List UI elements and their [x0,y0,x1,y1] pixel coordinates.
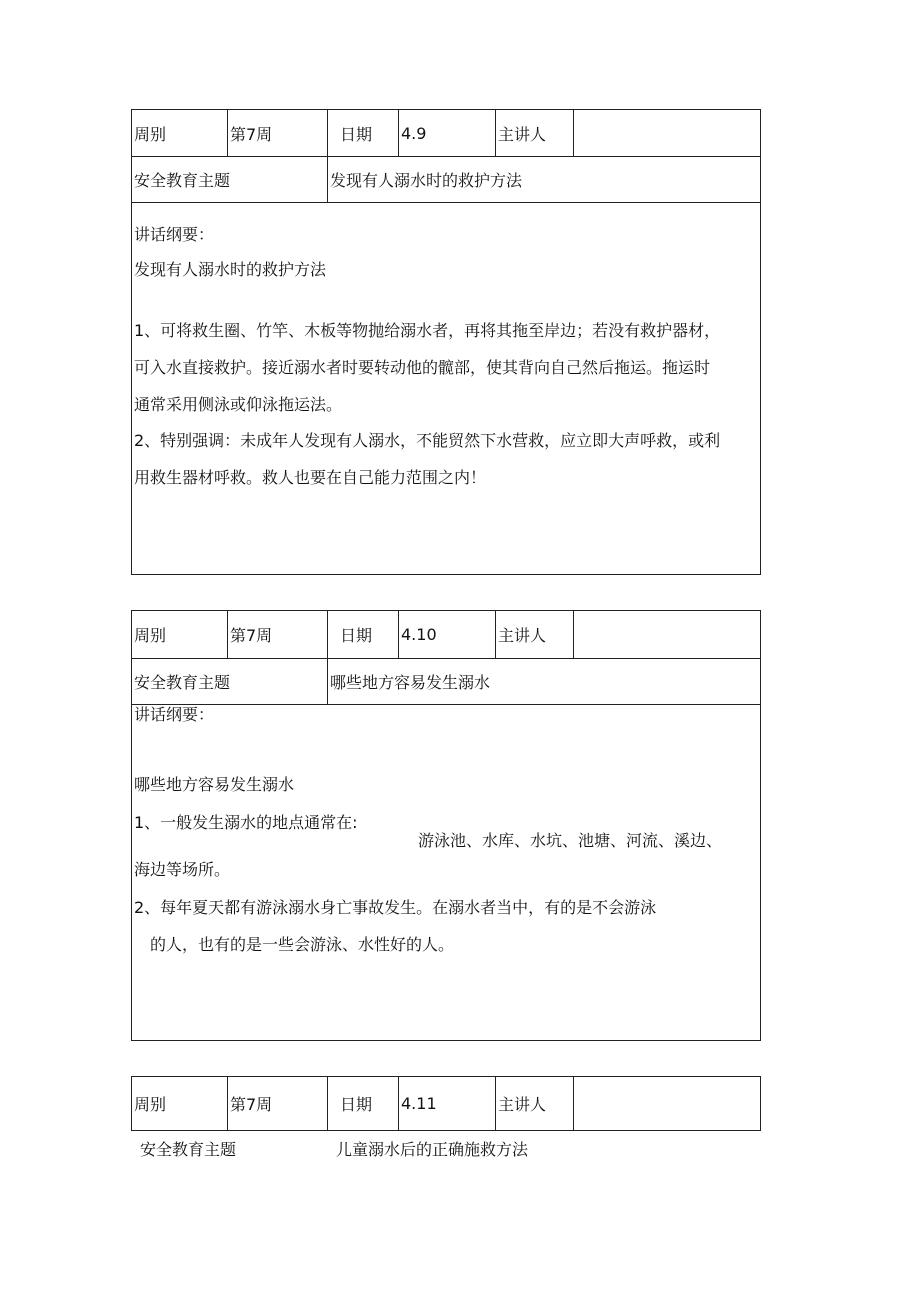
speaker-value [574,110,760,156]
speaker-value [574,611,760,658]
theme-row [132,157,760,203]
outline-line: 2、特别强调：未成年人发现有人溺水，不能贸然下水营救，应立即大声呼救，或利 [134,431,721,450]
outline-label: 讲话纲要： [134,225,215,244]
theme-value: 哪些地方容易发生溺水 [330,673,491,692]
week-label: 周别 [132,110,228,156]
theme-value: 儿童溺水后的正确施救方法 [336,1140,529,1159]
lesson-table-2 [131,610,761,1041]
lesson-table-1 [131,109,761,575]
speaker-value [574,1077,760,1130]
outline-line: 发现有人溺水时的救护方法 [134,260,327,279]
outline-line: 哪些地方容易发生溺水 [134,775,295,794]
week-value: 第7周 [228,611,328,658]
date-label: 日期 [328,611,399,658]
week-label: 周别 [132,611,228,658]
theme-row [132,659,760,705]
date-value: 4.10 [399,611,496,658]
outline-line: 通常采用侧泳或仰泳拖运法。 [134,395,343,414]
week-value: 第7周 [228,1077,328,1130]
theme-label: 安全教育主题 [132,659,328,704]
date-label: 日期 [328,1077,399,1130]
speaker-label: 主讲人 [496,1077,574,1130]
week-label: 周别 [132,1077,228,1130]
outline-line: 游泳池、水库、水坑、池塘、河流、溪边、 [418,831,723,850]
outline-line: 1、可将救生圈、竹竿、木板等物抛给溺水者，再将其拖至岸边；若没有救护器材， [134,321,721,340]
header-row [132,611,760,659]
outline-label: 讲话纲要： [134,705,215,724]
theme-label: 安全教育主题 [132,157,328,202]
header-row [132,110,760,157]
theme-label: 安全教育主题 [140,1140,237,1159]
outline-line: 1、一般发生溺水的地点通常在: [134,813,358,832]
date-value: 4.9 [399,110,496,156]
speaker-label: 主讲人 [496,110,574,156]
speaker-label: 主讲人 [496,611,574,658]
header-row [132,1077,760,1131]
outline-cell [132,203,760,575]
outline-line: 的人，也有的是一些会游泳、水性好的人。 [150,935,455,954]
date-value: 4.11 [399,1077,496,1130]
outline-line: 2、每年夏天都有游泳溺水身亡事故发生。在溺水者当中，有的是不会游泳 [134,898,657,917]
week-value: 第7周 [228,110,328,156]
date-label: 日期 [328,110,399,156]
outline-cell [132,705,760,1041]
theme-value: 发现有人溺水时的救护方法 [330,171,523,190]
outline-line: 海边等场所。 [134,860,231,879]
lesson-table-3 [131,1076,761,1131]
outline-line: 用救生器材呼救。救人也要在自己能力范围之内！ [134,468,487,487]
outline-line: 可入水直接救护。接近溺水者时要转动他的髋部，使其背向自己然后拖运。拖运时 [134,358,711,377]
